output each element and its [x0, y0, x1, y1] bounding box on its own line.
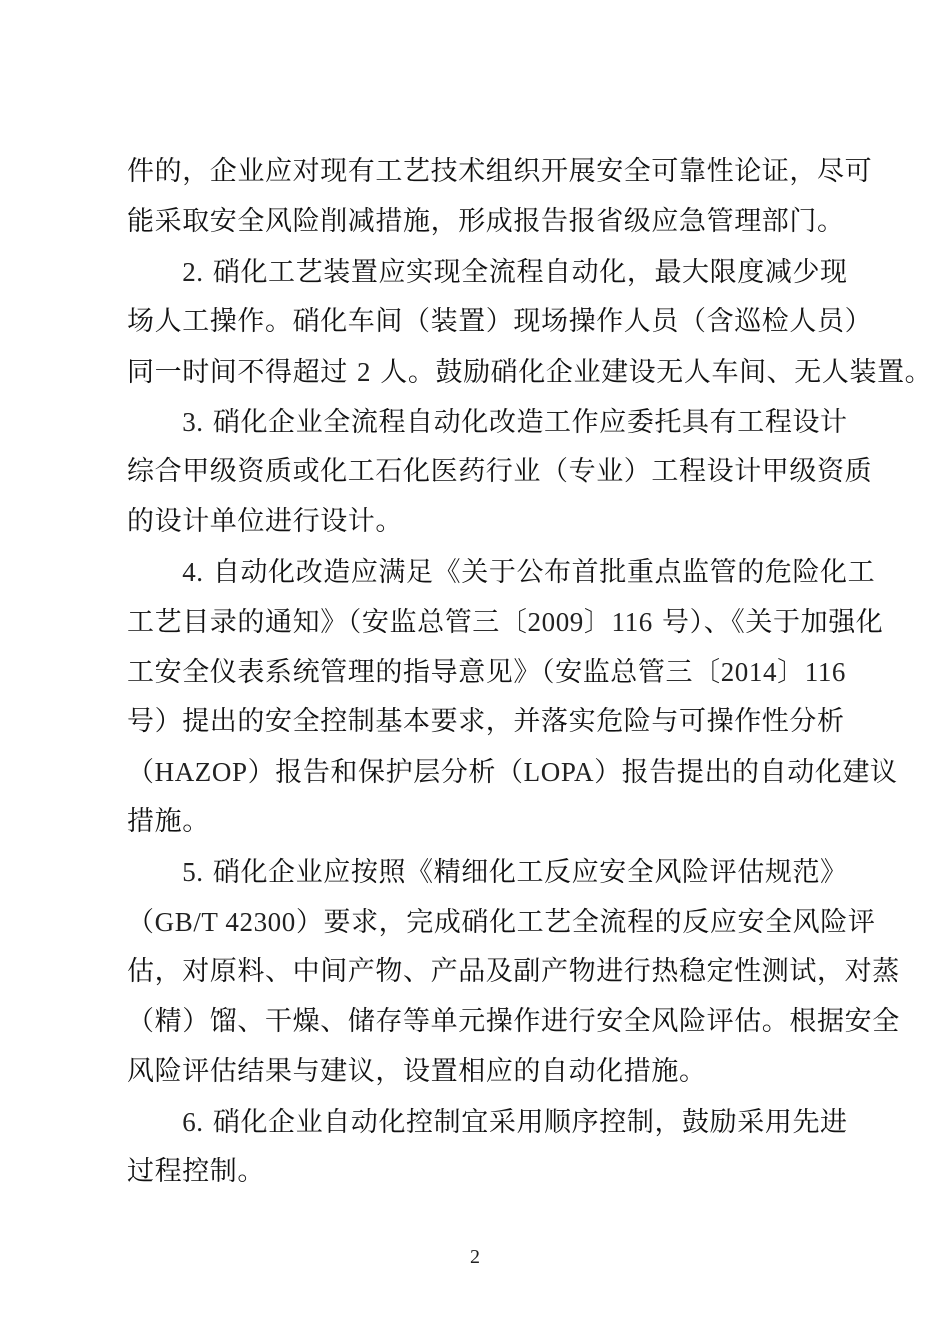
- text-line: 综合甲级资质或化工石化医药行业（专业）工程设计甲级资质: [127, 456, 873, 487]
- text-line: 3. 硝化企业全流程自动化改造工作应委托具有工程设计: [182, 407, 848, 438]
- text-line: （精）馏、干燥、储存等单元操作进行安全风险评估。根据安全: [127, 1006, 900, 1037]
- text-line: 风险评估结果与建议，设置相应的自动化措施。: [127, 1056, 707, 1087]
- text-line: （HAZOP）报告和保护层分析（LOPA）报告提出的自动化建议: [127, 757, 898, 788]
- text-line: 工安全仪表系统管理的指导意见》（安监总管三〔2014〕116: [127, 657, 847, 688]
- text-line: 过程控制。: [127, 1156, 265, 1187]
- text-line: 2. 硝化工艺装置应实现全流程自动化，最大限度减少现: [182, 257, 848, 288]
- text-line: 件的，企业应对现有工艺技术组织开展安全可靠性论证，尽可: [127, 156, 873, 187]
- page-number: 2: [470, 1246, 480, 1268]
- text-line: 4. 自动化改造应满足《关于公布首批重点监管的危险化工: [182, 557, 876, 588]
- text-line: 措施。: [127, 806, 210, 837]
- text-line: 6. 硝化企业自动化控制宜采用顺序控制，鼓励采用先进: [182, 1107, 848, 1138]
- text-line: （GB/T 42300）要求，完成硝化工艺全流程的反应安全风险评: [127, 907, 876, 938]
- text-line: 工艺目录的通知》（安监总管三〔2009〕116 号）、《关于加强化: [127, 607, 884, 638]
- text-line: 估，对原料、中间产物、产品及副产物进行热稳定性测试，对蒸: [127, 956, 900, 987]
- text-line: 能采取安全风险削减措施，形成报告报省级应急管理部门。: [127, 206, 845, 237]
- text-line: 号）提出的安全控制基本要求，并落实危险与可操作性分析: [127, 706, 845, 737]
- text-line: 场人工操作。硝化车间（装置）现场操作人员（含巡检人员）: [127, 306, 873, 337]
- text-line: 5. 硝化企业应按照《精细化工反应安全风险评估规范》: [182, 857, 848, 888]
- text-line: 同一时间不得超过 2 人。鼓励硝化企业建设无人车间、无人装置。: [127, 357, 933, 388]
- text-line: 的设计单位进行设计。: [127, 506, 403, 537]
